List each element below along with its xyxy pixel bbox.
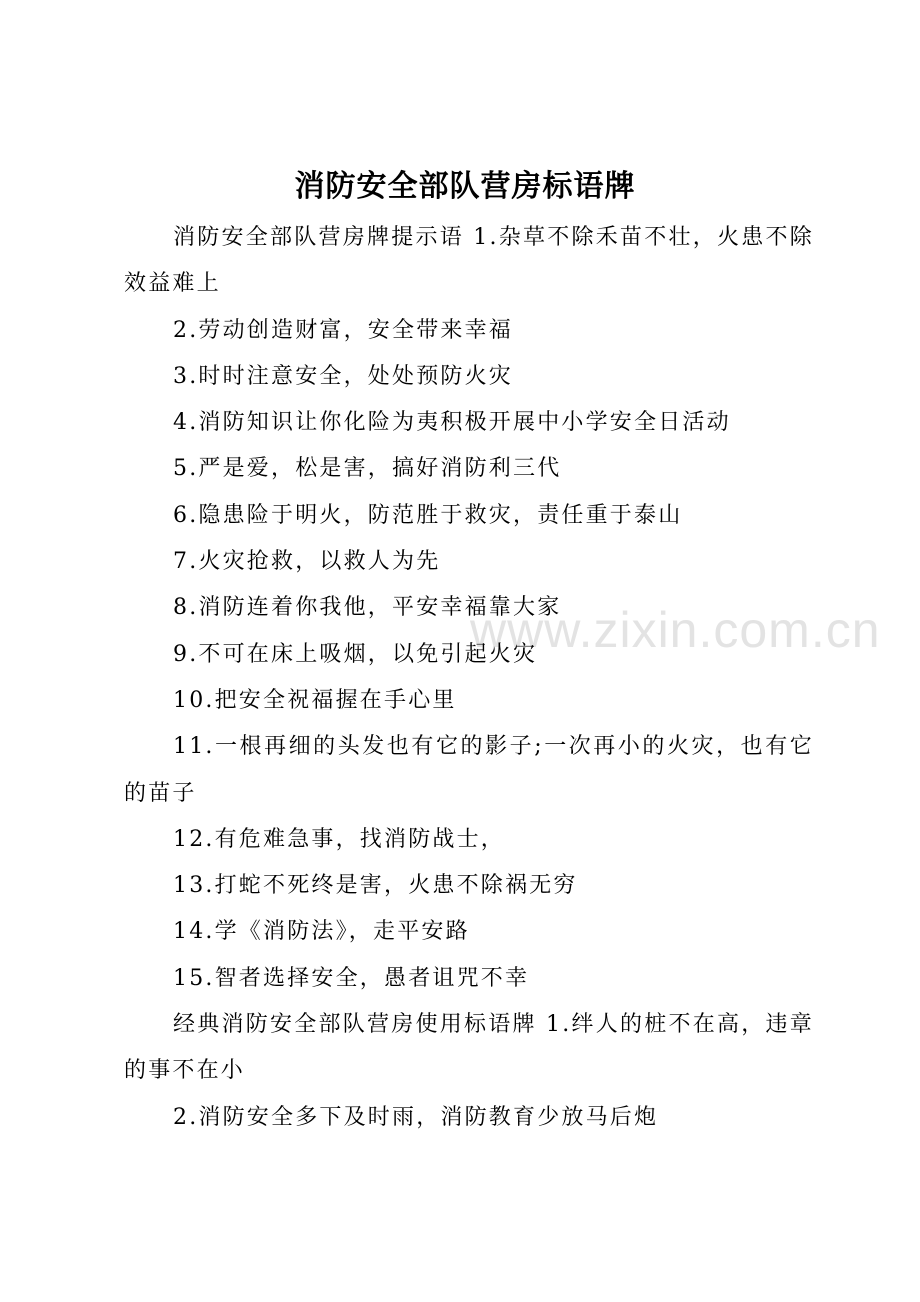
- page-title: 消防安全部队营房标语牌: [294, 169, 636, 204]
- watermark: www.zixin.com.cn: [470, 602, 881, 658]
- slogan-item: 10.把安全祝福握在手心里: [173, 687, 457, 713]
- slogan-item: 7.火灾抢救，以救人为先: [173, 549, 441, 575]
- document-body: [124, 215, 814, 1141]
- slogan-item: 8.消防连着你我他，平安幸福靠大家: [173, 595, 562, 621]
- slogan-item: 14.学《消防法》，走平安路: [173, 919, 470, 945]
- slogan-item: 11.一根再细的头发也有它的影子;一次再小的火灾，也有它的苗子: [124, 734, 814, 806]
- slogan-item: 5.严是爱，松是害，搞好消防利三代: [173, 456, 562, 482]
- slogan-item: 13.打蛇不死终是害，火患不除祸无穷: [173, 873, 578, 899]
- slogan-item: 3.时时注意安全，处处预防火灾: [173, 363, 513, 389]
- slogan-item: 2.劳动创造财富，安全带来幸福: [173, 317, 513, 343]
- paragraph-section: 经典消防安全部队营房使用标语牌 1.绊人的桩不在高，违章的事不在小: [124, 1012, 814, 1084]
- paragraph-intro: 消防安全部队营房牌提示语 1.杂草不除禾苗不壮，火患不除效益难上: [124, 225, 814, 297]
- slogan-item: 15.智者选择安全，愚者诅咒不幸: [173, 965, 530, 991]
- slogan-item: 6.隐患险于明火，防范胜于救灾，责任重于泰山: [173, 502, 683, 528]
- slogan-item: 4.消防知识让你化险为夷积极开展中小学安全日活动: [173, 410, 731, 436]
- slogan-item: 2.消防安全多下及时雨，消防教育少放马后炮: [173, 1104, 659, 1130]
- slogan-item: 12.有危难急事，找消防战士，: [173, 826, 505, 852]
- slogan-item: 9.不可在床上吸烟，以免引起火灾: [173, 641, 538, 667]
